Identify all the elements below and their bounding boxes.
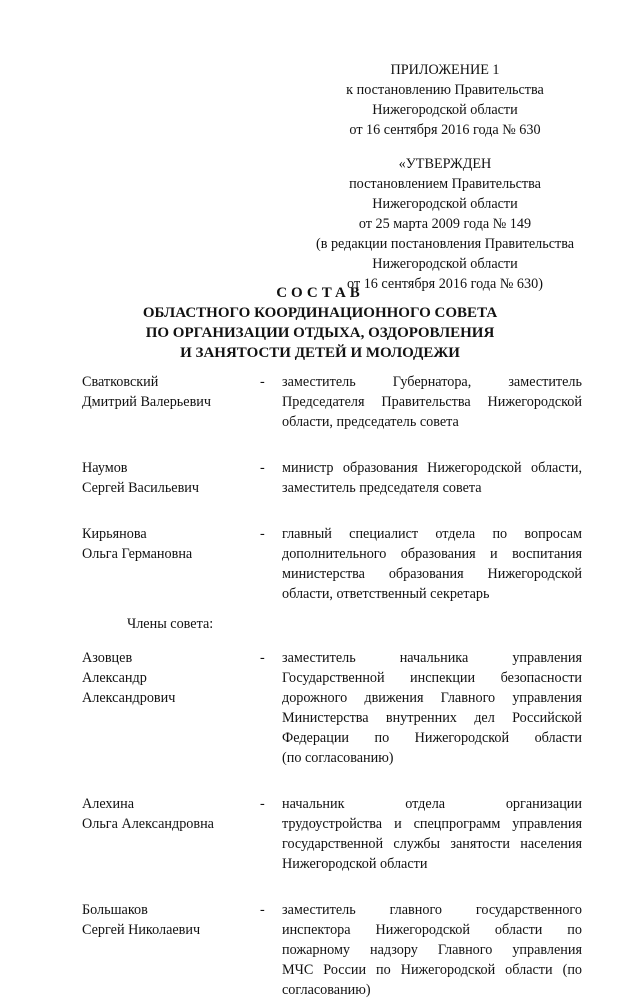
spacer	[82, 498, 582, 524]
appendix-line: Нижегородской области	[372, 102, 518, 118]
document-title	[0, 283, 640, 363]
spacer	[82, 768, 582, 794]
member-position-line: Федерации по Нижегородской области	[282, 730, 582, 746]
dash-separator: -	[260, 796, 265, 812]
member-position	[282, 458, 582, 498]
member-position	[282, 794, 582, 874]
member-position-line: заместитель Губернатора, заместитель	[282, 374, 582, 390]
member-entry	[82, 648, 582, 768]
members-heading: Члены совета:	[127, 616, 214, 632]
member-name	[82, 524, 260, 604]
member-position	[282, 372, 582, 432]
member-name	[82, 648, 260, 768]
member-position-line: начальник отдела организации	[282, 796, 582, 812]
member-name	[82, 372, 260, 432]
member-name-line: Сватковский	[82, 374, 159, 390]
appendix-line: (в редакции постановления Правительства	[315, 236, 575, 252]
appendix-line: «УТВЕРЖДЕН	[398, 156, 492, 172]
title-line-1: СОСТАВ	[276, 285, 364, 301]
title-line-3: ПО ОРГАНИЗАЦИИ ОТДЫХА, ОЗДОРОВЛЕНИЯ	[145, 325, 495, 341]
member-position-line: заместитель главного государственного	[282, 902, 582, 918]
title-line-2: ОБЛАСТНОГО КООРДИНАЦИОННОГО СОВЕТА	[142, 305, 498, 321]
member-name-line: Кирьянова	[82, 526, 147, 542]
member-name-line: Азовцев	[82, 650, 133, 666]
appendix-line: Нижегородской области	[372, 196, 518, 212]
member-name-line: Ольга Александровна	[82, 816, 214, 832]
member-name-line: Александр	[82, 670, 147, 686]
member-position-line: согласованию)	[282, 982, 371, 998]
dash-separator: -	[260, 374, 265, 390]
appendix-line: постановлением Правительства	[349, 176, 541, 192]
member-name	[82, 794, 260, 874]
title-line-4: И ЗАНЯТОСТИ ДЕТЕЙ И МОЛОДЕЖИ	[180, 345, 460, 361]
member-position-line: области, ответственный секретарь	[282, 586, 490, 602]
member-position-line: заместитель председателя совета	[282, 480, 482, 496]
member-name-line: Дмитрий Валерьевич	[82, 394, 211, 410]
dash-separator: -	[260, 902, 265, 918]
appendix-line: от 16 сентября 2016 года № 630)	[347, 276, 543, 292]
member-name-line: Большаков	[82, 902, 148, 918]
member-position-line: (по согласованию)	[282, 750, 394, 766]
member-position-line: Нижегородской области	[282, 856, 428, 872]
spacer	[82, 874, 582, 900]
member-name	[82, 458, 260, 498]
appendix-line: от 25 марта 2009 года № 149	[358, 216, 532, 232]
appendix-line: Нижегородской области	[372, 256, 518, 272]
member-entry	[82, 900, 582, 1000]
member-entry	[82, 524, 582, 604]
member-position-line: инспектора Нижегородской области по	[282, 922, 582, 938]
council-composition	[82, 372, 582, 1000]
member-position-line: Министерства внутренних дел Российской	[282, 710, 582, 726]
dash-separator: -	[260, 650, 265, 666]
member-entry	[82, 372, 582, 432]
spacer	[82, 432, 582, 458]
member-name-line: Ольга Германовна	[82, 546, 193, 562]
member-name-line: Алехина	[82, 796, 135, 812]
member-name-line: Наумов	[82, 460, 128, 476]
dash-separator: -	[260, 460, 265, 476]
appendix-header	[300, 60, 590, 294]
member-entry	[82, 794, 582, 874]
member-name-line: Сергей Васильевич	[82, 480, 200, 496]
appendix-line: от 16 сентября 2016 года № 630	[349, 122, 541, 138]
member-position-line: министр образования Нижегородской области,	[282, 460, 582, 476]
member-position	[282, 900, 582, 1000]
member-position-line: области, председатель совета	[282, 414, 459, 430]
member-position-line: трудоустройства и спецпрограмм управления	[282, 816, 582, 832]
member-position-line: МЧС России по Нижегородской области (по	[282, 962, 582, 978]
dash-separator: -	[260, 526, 265, 542]
member-position-line: дополнительного образования и воспитания	[282, 546, 582, 562]
member-position-line: главный специалист отдела по вопросам	[282, 526, 582, 542]
member-entry	[82, 458, 582, 498]
member-name-line: Александрович	[82, 690, 176, 706]
member-position	[282, 648, 582, 768]
appendix-line: к постановлению Правительства	[346, 82, 544, 98]
member-position-line: государственной службы занятости населения	[282, 836, 582, 852]
member-name	[82, 900, 260, 1000]
member-position-line: министерства образования Нижегородской	[282, 566, 582, 582]
spacer	[300, 140, 590, 154]
member-position-line: пожарному надзору Главного управления	[282, 942, 582, 958]
member-position-line: заместитель начальника управления	[282, 650, 582, 666]
member-position-line: дорожного движения Главного управления	[282, 690, 582, 706]
member-position	[282, 524, 582, 604]
member-position-line: Председателя Правительства Нижегородской	[282, 394, 582, 410]
member-position-line: Государственной инспекции безопасности	[282, 670, 582, 686]
member-name-line: Сергей Николаевич	[82, 922, 201, 938]
appendix-line: ПРИЛОЖЕНИЕ 1	[390, 62, 500, 78]
